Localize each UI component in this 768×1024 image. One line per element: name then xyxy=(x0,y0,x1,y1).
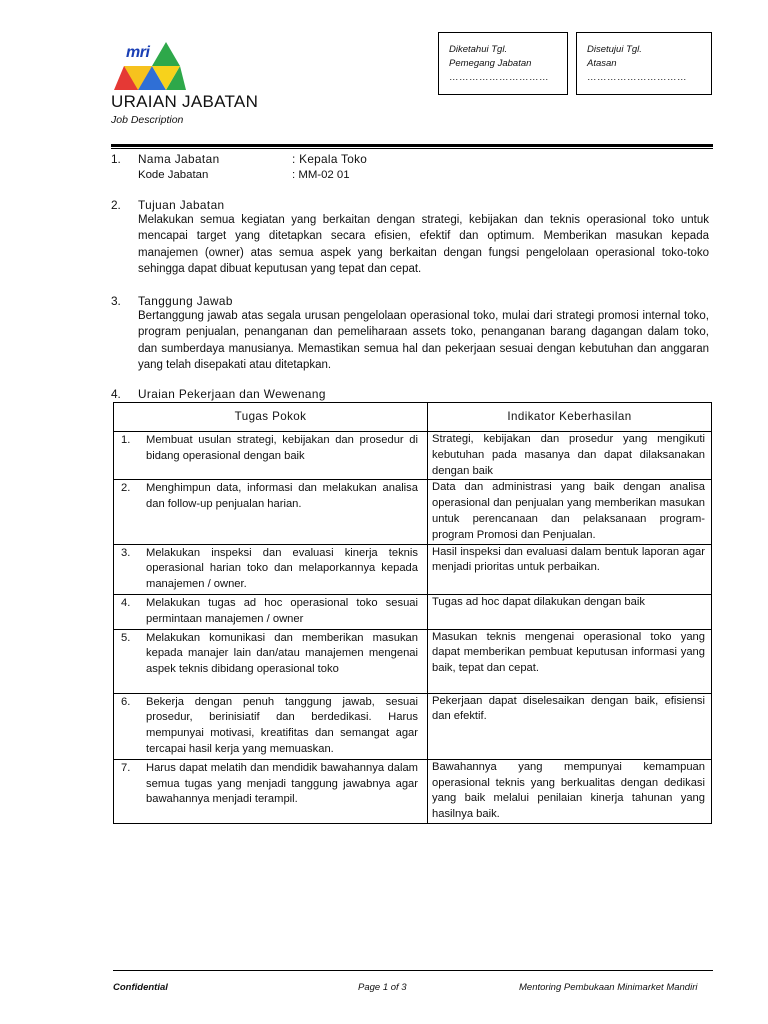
header-rule-thin xyxy=(111,148,713,149)
indicator-cell: Hasil inspeksi dan evaluasi dalam bentuk laporan agar menjadi prioritas untuk perbaikan. xyxy=(428,544,712,594)
indicator-cell: Pekerjaan dapat diselesaikan dengan baik, efisiensi dan efektif. xyxy=(428,693,712,759)
company-logo xyxy=(114,40,186,92)
duties-table xyxy=(113,402,712,824)
table-row xyxy=(114,693,712,759)
task-cell xyxy=(114,759,428,823)
task-number: 2. xyxy=(121,482,131,495)
approval-role: Pemegang Jabatan xyxy=(449,58,532,69)
task-cell xyxy=(114,629,428,693)
job-code-label: Kode Jabatan xyxy=(138,169,209,181)
approval-box-supervisor xyxy=(576,32,712,95)
task-text: Menghimpun data, informasi dan melakukan analisa dan follow-up penjualan harian. xyxy=(146,482,418,511)
job-name-label: Nama Jabatan xyxy=(138,152,220,166)
task-number: 4. xyxy=(121,596,131,609)
indicator-cell: Data dan administrasi yang baik dengan analisa operasional dan penjualan yang memberikan masukan untuk perencanaan dan pelaksanaan program-program Promosi dan Penjualan. xyxy=(428,480,712,544)
header-rule xyxy=(111,144,713,147)
section-heading: Tanggung Jawab xyxy=(138,294,233,308)
task-number: 3. xyxy=(121,546,131,559)
table-row xyxy=(114,629,712,693)
footer-confidential: Confidential xyxy=(113,982,168,993)
task-text: Membuat usulan strategi, kebijakan dan prosedur di bidang operasional dengan baik xyxy=(146,434,418,462)
document-subtitle: Job Description xyxy=(111,114,184,126)
task-number: 6. xyxy=(121,695,131,708)
table-row xyxy=(114,759,712,823)
column-header-tasks: Tugas Pokok xyxy=(114,403,428,432)
purpose-text: Melakukan semua kegiatan yang berkaitan dengan strategi, kebijakan dan teknis operasional toko untuk mencapai target yang ditetapkan secara efisien, efektif dan optimum. Memberikan masukan kepada manajemen (owner) atas semua aspek yang berkaitan dengan fungsi pengelolaan operasional toko-toko sehingga dapat dibuat keputusan yang tepat dan cepat. xyxy=(138,214,709,275)
task-number: 1. xyxy=(121,434,131,446)
indicator-cell: Masukan teknis mengenai operasional toko yang dapat memberikan pembuat keputusan informasi yang baik, tepat dan cepat. xyxy=(428,629,712,693)
task-cell xyxy=(114,432,428,480)
approval-label: Diketahui Tgl. xyxy=(449,44,508,55)
task-text: Melakukan inspeksi dan evaluasi kinerja teknis operasional harian toko dan melaporkannya kepada manajemen / owner. xyxy=(146,546,418,591)
indicator-cell: Bawahannya yang mempunyai kemampuan operasional teknis yang berkualitas dengan dedikasi yang baik melalui penilaian kinerja tahunan yang hasilnya baik. xyxy=(428,759,712,823)
logo-triangle-icon xyxy=(114,40,186,92)
footer-page-number: Page 1 of 3 xyxy=(358,982,407,993)
indicator-cell: Strategi, kebijakan dan prosedur yang mengikuti kebutuhan pada masanya dan dapat dilaksanakan dengan baik xyxy=(428,432,712,480)
task-text: Melakukan tugas ad hoc operasional toko sesuai permintaan manajemen / owner xyxy=(146,596,418,625)
approval-signature-line: ………………………… xyxy=(449,72,549,83)
column-header-indicators: Indikator Keberhasilan xyxy=(428,403,712,432)
job-name-value: : Kepala Toko xyxy=(292,152,368,166)
logo-text: mri xyxy=(126,44,150,61)
approval-role: Atasan xyxy=(587,58,617,69)
table-header-row xyxy=(114,403,712,432)
approval-box-holder xyxy=(438,32,568,95)
task-text: Melakukan komunikasi dan memberikan masukan kepada manajer lain dan/atau manajemen mengenai aspek teknis dibidang operasional toko xyxy=(146,631,418,676)
task-text: Bekerja dengan penuh tanggung jawab, sesuai prosedur, berinisiatif dan berdedikasi. Harus mempunyai motivasi, kreatifitas dan semangat agar tercapai hasil kerja yang memuaskan. xyxy=(146,695,418,755)
task-cell xyxy=(114,594,428,629)
footer-program-name: Mentoring Pembukaan Minimarket Mandiri xyxy=(519,982,698,993)
section-number: 2. xyxy=(111,198,121,212)
task-cell xyxy=(114,544,428,594)
task-cell xyxy=(114,693,428,759)
footer-rule xyxy=(113,970,713,971)
task-cell xyxy=(114,480,428,544)
section-number: 4. xyxy=(111,387,121,401)
table-row xyxy=(114,432,712,480)
approval-signature-line: ………………………… xyxy=(587,72,687,83)
section-number: 3. xyxy=(111,294,121,308)
section-number: 1. xyxy=(111,152,121,166)
document-title: URAIAN JABATAN xyxy=(111,92,259,111)
section-heading: Tujuan Jabatan xyxy=(138,198,225,212)
table-row xyxy=(114,480,712,544)
responsibility-text: Bertanggung jawab atas segala urusan pengelolaan operasional toko, mulai dari strategi promosi internal toko, program penjualan, penanganan dan pemeliharaan assets toko, penanganan barang dagangan dalam toko, dan sumberdaya manusianya. Memastikan semua hal dan pekerjaan sesuai dengan kebutuhan dan anggaran yang telah disepakati atau ditetapkan. xyxy=(138,310,709,371)
task-number: 7. xyxy=(121,761,131,774)
job-code-value: : MM-02 01 xyxy=(292,169,350,181)
table-row xyxy=(114,544,712,594)
task-text: Harus dapat melatih dan mendidik bawahannya dalam semua tugas yang menjadi tanggung jawabnya agar bawahannya menjadi terampil. xyxy=(146,761,418,806)
indicator-cell: Tugas ad hoc dapat dilakukan dengan baik xyxy=(428,594,712,629)
section-heading: Uraian Pekerjaan dan Wewenang xyxy=(138,387,326,401)
task-number: 5. xyxy=(121,631,131,644)
table-row xyxy=(114,594,712,629)
approval-label: Disetujui Tgl. xyxy=(587,44,642,55)
